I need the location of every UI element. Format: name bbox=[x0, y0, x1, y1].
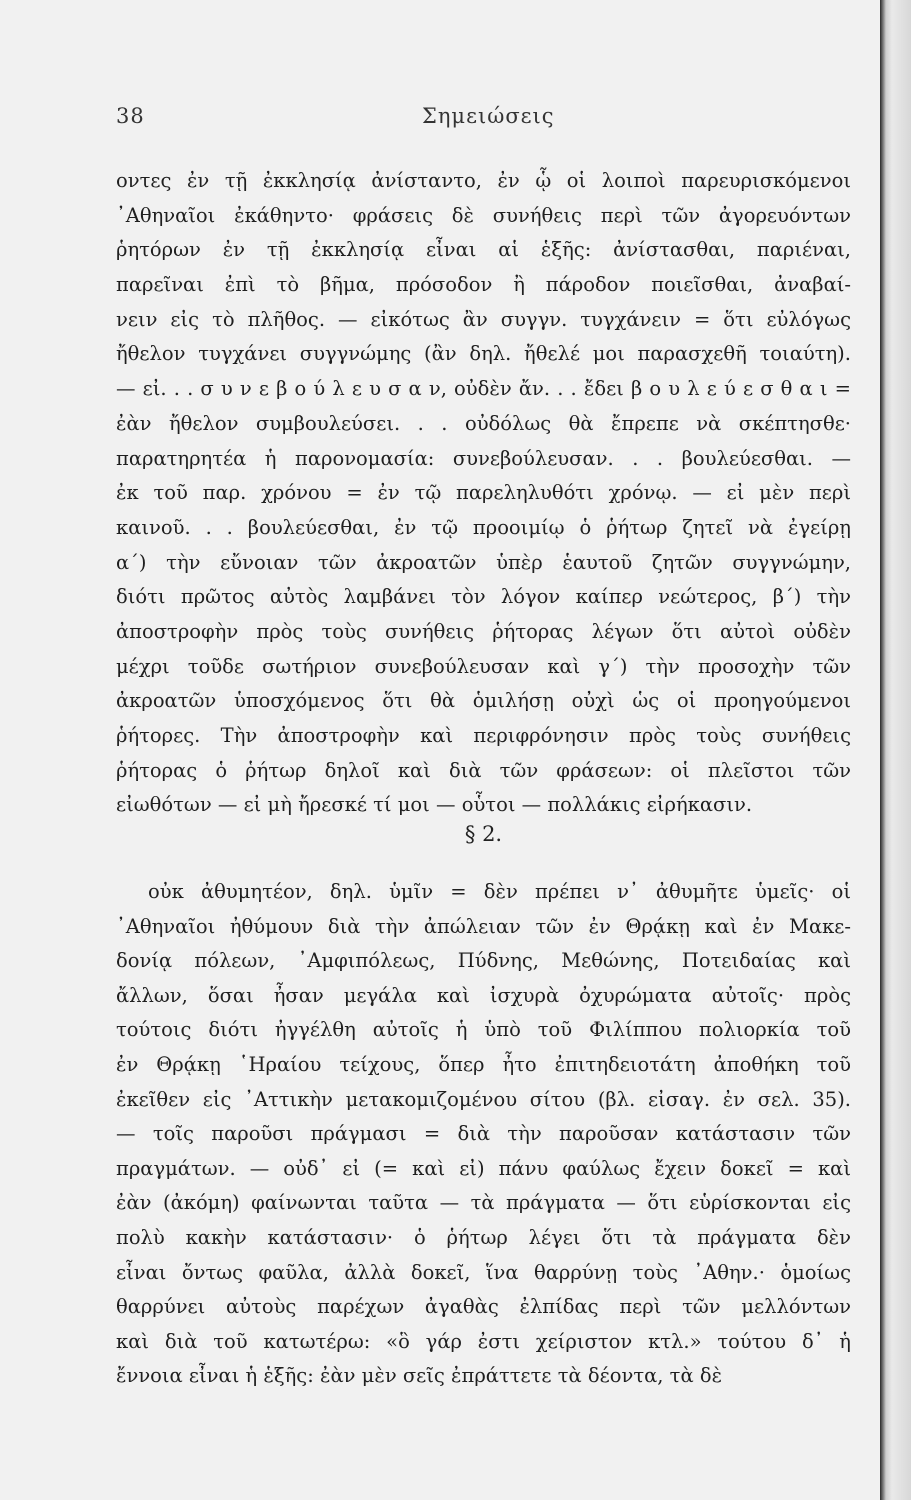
commentary-block-2 bbox=[116, 875, 851, 1394]
text-line: ᾿Αθηναῖοι ἠθύμουν διὰ τὴν ἀπώλειαν τῶν ἐν Θρᾴκῃ καὶ ἐν Μακε- bbox=[116, 914, 851, 938]
text-line: ἀκροατῶν ὑποσχόμενος ὅτι θὰ ὁμιλήσῃ οὐχὶ ὡς οἱ προηγούμενοι bbox=[116, 689, 851, 713]
text-line: πραγμάτων. — οὐδ᾿ εἰ (= καὶ εἰ) πάνυ φαύλως ἔχειν δοκεῖ = καὶ bbox=[116, 1156, 851, 1180]
commentary-block-1 bbox=[116, 164, 851, 823]
text-line: — τοῖς παροῦσι πράγμασι = διὰ τὴν παροῦσαν κατάστασιν τῶν bbox=[116, 1122, 851, 1146]
text-line: καινοῦ. . . βουλεύεσθαι, ἐν τῷ προοιμίῳ ὁ ῥήτωρ ζητεῖ νὰ ἐγείρῃ bbox=[116, 515, 851, 539]
text-line: ἐὰν (ἀκόμη) φαίνωνται ταῦτα — τὰ πράγματα — ὅτι εὑρίσκονται εἰς bbox=[116, 1191, 851, 1215]
text-line: ἐὰν ἤθελον συμβουλεύσει. . . οὐδόλως θὰ ἔπρεπε νὰ σκέπτησθε· bbox=[116, 411, 851, 435]
text-line: εἰωθότων — εἰ μὴ ἤρεσκέ τί μοι — οὗτοι — πολλάκις εἰρήκασιν. bbox=[116, 793, 753, 817]
text-line: ἐκ τοῦ παρ. χρόνου = ἐν τῷ παρεληλυθότι χρόνῳ. — εἰ μὲν περὶ bbox=[116, 481, 851, 505]
text-line: ἐκεῖθεν εἰς ᾿Αττικὴν μετακομιζομένου σίτου (βλ. εἰσαγ. ἐν σελ. 35). bbox=[116, 1087, 851, 1111]
text-line: οὐκ ἀθυμητέον, δηλ. ὑμῖν = δὲν πρέπει ν᾿ ἀθυμῆτε ὑμεῖς· οἱ bbox=[148, 880, 851, 903]
text-line: ῥήτορας ὁ ῥήτωρ δηλοῖ καὶ διὰ τῶν φράσεων: οἱ πλεῖστοι τῶν bbox=[116, 758, 851, 782]
text-line: ἀποστροφὴν πρὸς τοὺς συνήθεις ῥήτορας λέγων ὅτι αὐτοὶ οὐδὲν bbox=[116, 619, 851, 643]
section-heading: § 2. bbox=[464, 822, 503, 846]
page-edge-shadow bbox=[880, 0, 911, 1500]
text-line: ῥητόρων ἐν τῇ ἐκκλησίᾳ εἶναι αἱ ἑξῆς: ἀνίστασθαι, παριέναι, bbox=[116, 238, 851, 262]
text-line: διότι πρῶτος αὐτὸς λαμβάνει τὸν λόγον καίπερ νεώτερος, β΄) τὴν bbox=[116, 585, 851, 609]
text-line: εἶναι ὄντως φαῦλα, ἀλλὰ δοκεῖ, ἵνα θαρρύνῃ τοὺς ᾿Αθην.· ὁμοίως bbox=[116, 1260, 851, 1284]
text-line: — εἰ. . . σ υ ν ε β ο ύ λ ε υ σ α ν, οὐδὲν ἄν. . . ἔδει β ο υ λ ε ύ ε σ θ α ι = bbox=[116, 377, 851, 401]
text-line: παρατηρητέα ἡ παρονομασία: συνεβούλευσαν. . . βουλεύεσθαι. — bbox=[116, 446, 851, 470]
text-line: ἐν Θρᾴκῃ ῾Ηραίου τείχους, ὅπερ ἦτο ἐπιτηδειοτάτη ἀποθήκη τοῦ bbox=[116, 1052, 851, 1076]
text-line: μέχρι τοῦδε σωτήριον συνεβούλευσαν καὶ γ΄) τὴν προσοχὴν τῶν bbox=[116, 654, 851, 678]
text-line: τούτοις διότι ἠγγέλθη αὐτοῖς ἡ ὑπὸ τοῦ Φιλίππου πολιορκία τοῦ bbox=[116, 1018, 851, 1042]
text-line: ᾿Αθηναῖοι ἐκάθηντο· φράσεις δὲ συνήθεις περὶ τῶν ἀγορευόντων bbox=[116, 203, 851, 227]
page-number: 38 bbox=[116, 104, 145, 128]
text-line: νειν εἰς τὸ πλῆθος. — εἰκότως ἂν συγγν. τυγχάνειν = ὅτι εὐλόγως bbox=[116, 307, 851, 331]
text-line: α΄) τὴν εὔνοιαν τῶν ἀκροατῶν ὑπὲρ ἑαυτοῦ ζητῶν συγγνώμην, bbox=[116, 550, 851, 574]
text-line: ἤθελον τυγχάνει συγγνώμης (ἂν δηλ. ἤθελέ μοι παρασχεθῆ τοιαύτη). bbox=[116, 342, 851, 366]
text-line: δονίᾳ πόλεων, ᾿Αμφιπόλεως, Πύδνης, Μεθώνης, Ποτειδαίας καὶ bbox=[116, 949, 851, 973]
text-line: ἄλλων, ὅσαι ἦσαν μεγάλα καὶ ἰσχυρὰ ὀχυρώματα αὐτοῖς· πρὸς bbox=[116, 983, 851, 1007]
running-title: Σημειώσεις bbox=[422, 104, 555, 128]
text-line: οντες ἐν τῇ ἐκκλησίᾳ ἀνίσταντο, ἐν ᾧ οἱ λοιποὶ παρευρισκόμενοι bbox=[116, 169, 851, 192]
text-line: πολὺ κακὴν κατάστασιν· ὁ ῥήτωρ λέγει ὅτι τὰ πράγματα δὲν bbox=[116, 1225, 851, 1249]
text-line: παρεῖναι ἐπὶ τὸ βῆμα, πρόσοδον ἢ πάροδον ποιεῖσθαι, ἀναβαί- bbox=[116, 273, 851, 297]
text-line: ῥήτορες. Τὴν ἀποστροφὴν καὶ περιφρόνησιν πρὸς τοὺς συνήθεις bbox=[116, 724, 851, 747]
text-line: θαρρύνει αὐτοὺς παρέχων ἀγαθὰς ἐλπίδας περὶ τῶν μελλόντων bbox=[116, 1295, 851, 1319]
text-line: καὶ διὰ τοῦ κατωτέρω: «ὃ γάρ ἐστι χείριστον κτλ.» τούτου δ᾿ ἡ bbox=[116, 1329, 851, 1353]
text-line: ἔννοια εἶναι ἡ ἑξῆς: ἐὰν μὲν σεῖς ἐπράττετε τὰ δέοντα, τὰ δὲ bbox=[116, 1364, 723, 1388]
